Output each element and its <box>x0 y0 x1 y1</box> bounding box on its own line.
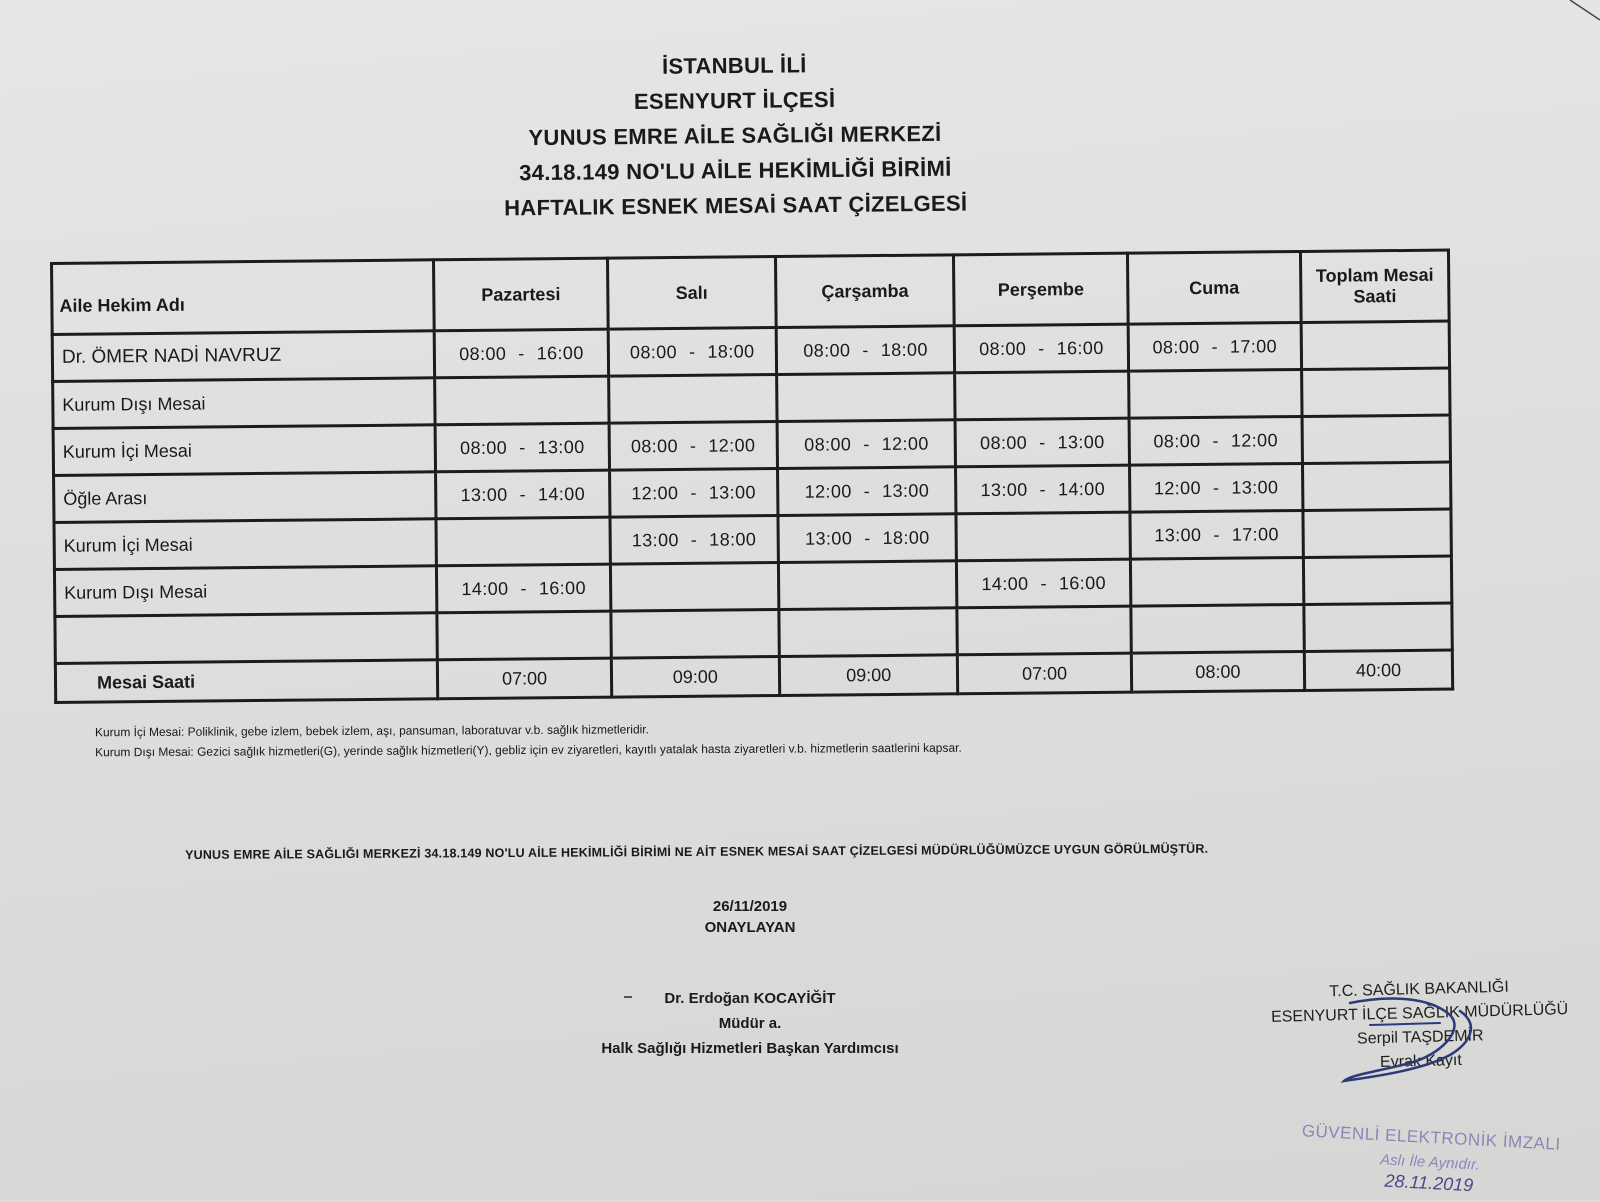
time-end: 12:00 <box>1230 429 1279 451</box>
time-start: 08:00 <box>803 339 851 361</box>
time-cell <box>776 326 955 375</box>
time-start: 13:00 <box>631 529 679 550</box>
time-range <box>805 527 930 549</box>
time-range <box>460 483 585 505</box>
time-end: 18:00 <box>707 340 755 362</box>
document-header <box>0 40 1471 230</box>
time-cell <box>957 606 1131 655</box>
row-label-cell: Kurum Dışı Mesai <box>54 566 437 617</box>
day-total-cell: 09:00 <box>779 655 958 696</box>
time-range <box>979 337 1104 359</box>
time-cell <box>1301 321 1449 369</box>
time-start: 08:00 <box>629 341 678 362</box>
approval-statement: YUNUS EMRE AİLE SAĞLIĞI MERKEZİ 34.18.149 NO'LU AİLE HEKİMLİĞİ BİRİMİ NE AİT ESNEK MESAİ SAAT ÇİZELGESİ MÜDÜRLÜĞÜMÜZCE UYGUN GÖRÜLMÜŞTÜR. <box>185 841 1209 862</box>
time-cell <box>1303 462 1451 510</box>
time-separator: - <box>1039 431 1046 453</box>
approver-label: ONAYLAYAN <box>704 919 796 936</box>
time-separator: - <box>519 436 526 458</box>
time-range <box>980 478 1105 500</box>
time-start: 12:00 <box>1153 477 1202 498</box>
time-cell <box>609 469 778 518</box>
time-range <box>1153 430 1278 452</box>
time-end: 18:00 <box>882 527 930 548</box>
time-cell <box>1129 416 1303 465</box>
header-province: İSTANBUL İLİ <box>661 52 807 79</box>
time-cell <box>610 563 779 612</box>
corner-edge-icon <box>1540 0 1600 60</box>
time-cell <box>611 610 780 659</box>
time-start: 08:00 <box>980 432 1028 453</box>
time-cell <box>1130 557 1304 606</box>
time-separator: - <box>1213 524 1220 545</box>
time-separator: - <box>1039 478 1047 500</box>
header-health-center: YUNUS EMRE AİLE SAĞLIĞI MERKEZİ <box>528 120 942 151</box>
time-end: 16:00 <box>536 342 584 363</box>
time-start: 14:00 <box>461 578 509 599</box>
doctor-name-cell: Dr. ÖMER NADİ NAVRUZ <box>52 331 435 382</box>
time-range <box>461 577 586 599</box>
time-cell <box>1130 510 1304 559</box>
time-end: 13:00 <box>708 481 756 503</box>
time-start: 13:00 <box>1154 524 1202 545</box>
time-cell <box>1302 368 1450 416</box>
time-cell <box>435 329 609 378</box>
time-end: 14:00 <box>537 483 586 504</box>
time-start: 12:00 <box>804 480 852 502</box>
header-schedule-title: HAFTALIK ESNEK MESAİ SAAT ÇİZELGESİ <box>504 190 968 221</box>
time-cell <box>437 564 611 613</box>
time-cell <box>957 559 1131 608</box>
row-label-cell: Kurum İçi Mesai <box>53 425 436 476</box>
time-end: 12:00 <box>708 434 756 456</box>
esign-certified-copy: Aslı İle Aynıdır. <box>1379 1151 1481 1174</box>
time-cell <box>955 324 1129 373</box>
row-label-cell <box>55 613 438 664</box>
time-start: 08:00 <box>1153 430 1201 451</box>
approval-block <box>600 896 900 938</box>
time-range <box>1152 336 1277 358</box>
time-range <box>1154 524 1279 546</box>
time-cell <box>955 418 1129 467</box>
signer-title: Müdür a. <box>718 1015 782 1032</box>
electronic-signature-stamp <box>1278 1120 1581 1202</box>
day-total-cell: 09:00 <box>611 657 780 698</box>
header-friday: Cuma <box>1127 251 1301 324</box>
time-separator: - <box>863 433 870 454</box>
time-cell <box>1304 603 1452 651</box>
signer-name: Dr. Erdoğan KOCAYİĞİT <box>664 990 836 1007</box>
time-end: 16:00 <box>538 577 587 598</box>
signer-position: Halk Sağlığı Hizmetleri Başkan Yardımcısı <box>601 1040 899 1057</box>
time-range <box>803 339 928 361</box>
approval-date: 26/11/2019 <box>712 898 788 915</box>
time-separator: - <box>1211 336 1219 357</box>
time-start: 13:00 <box>980 479 1028 500</box>
time-separator: - <box>690 529 698 550</box>
time-separator: - <box>862 339 869 360</box>
header-monday: Pazartesi <box>434 258 608 331</box>
time-range <box>631 482 756 504</box>
time-cell <box>1128 322 1302 371</box>
time-separator: - <box>689 435 697 456</box>
time-cell <box>436 517 610 566</box>
time-separator: - <box>864 527 871 548</box>
grand-total-cell: 40:00 <box>1304 650 1452 690</box>
time-end: 13:00 <box>882 480 930 501</box>
time-end: 13:00 <box>1231 476 1279 498</box>
time-separator: - <box>519 483 527 505</box>
time-cell <box>956 465 1130 514</box>
footnote-internal: Kurum İçi Mesai: Poliklinik, gebe izlem, bebek izlem, aşı, pansuman, laboratuvar v.b. sağlık hizmetleridir. <box>94 722 649 740</box>
time-cell <box>1302 415 1450 463</box>
time-separator: - <box>688 341 696 362</box>
time-cell <box>1303 509 1451 557</box>
time-start: 08:00 <box>460 437 508 458</box>
time-cell <box>778 561 957 610</box>
day-total-cell: 07:00 <box>438 658 612 699</box>
time-start: 14:00 <box>981 573 1029 594</box>
time-cell <box>435 423 609 472</box>
time-end: 16:00 <box>1058 572 1107 593</box>
signer-block <box>560 986 940 1061</box>
time-cell <box>1128 369 1302 418</box>
time-separator: - <box>520 577 527 598</box>
time-range <box>460 436 585 458</box>
time-cell <box>436 470 610 519</box>
time-range <box>631 435 756 457</box>
time-start: 12:00 <box>631 482 679 503</box>
stamp-registry: Evrak Kayıt <box>1379 1051 1463 1072</box>
handwritten-signature-icon <box>1330 985 1490 1105</box>
header-district: ESENYURT İLÇESİ <box>633 86 836 115</box>
time-range <box>459 342 584 364</box>
time-cell <box>1131 604 1305 653</box>
time-range <box>630 341 755 363</box>
time-range <box>632 529 757 551</box>
time-start: 08:00 <box>979 338 1027 359</box>
schedule-table <box>50 249 1454 704</box>
time-cell <box>608 375 777 424</box>
time-separator: - <box>1212 477 1220 498</box>
time-start: 08:00 <box>804 433 852 455</box>
row-label-cell: Öğle Arası <box>54 472 437 523</box>
time-cell <box>955 371 1129 420</box>
stamp-officer: Serpil TAŞDEMİR <box>1356 1027 1484 1048</box>
row-label-cell: Kurum Dışı Mesai <box>53 378 436 429</box>
time-separator: - <box>690 482 697 503</box>
time-cell <box>778 514 957 563</box>
time-cell <box>956 512 1130 561</box>
time-cell <box>435 376 609 425</box>
time-cell <box>777 420 956 469</box>
time-separator: - <box>518 342 525 364</box>
time-end: 17:00 <box>1231 523 1279 545</box>
time-cell <box>437 611 611 660</box>
time-cell <box>609 422 778 471</box>
time-separator: - <box>1040 572 1048 594</box>
day-total-cell: 08:00 <box>1131 651 1305 692</box>
totals-label: Mesai Saati <box>55 660 438 703</box>
time-separator: - <box>1212 430 1219 451</box>
time-cell <box>779 608 958 657</box>
time-end: 14:00 <box>1057 478 1106 499</box>
footnote-external: Kurum Dışı Mesai: Gezici sağlık hizmetleri(G), yerinde sağlık hizmetleri(Y), gebliz için ev ziyaretleri, kayıtlı yatalak hasta ziyaretleri v.b. hizmetlerin saatlerini kapsar. <box>95 740 962 760</box>
time-end: 16:00 <box>1056 337 1104 358</box>
time-end: 18:00 <box>709 528 757 550</box>
table-header-row <box>52 250 1450 334</box>
header-total-hours: Toplam Mesai Saati <box>1301 250 1450 322</box>
time-cell <box>1129 463 1303 512</box>
time-end: 17:00 <box>1229 335 1278 357</box>
time-start: 08:00 <box>1152 336 1200 357</box>
time-separator: - <box>863 480 871 501</box>
stamp-directorate: ESENYURT İLÇE SAĞLIK MÜDÜRLÜĞÜ <box>1270 1001 1569 1026</box>
time-start: 13:00 <box>460 484 508 505</box>
esign-date: 28.11.2019 <box>1383 1170 1474 1196</box>
header-wednesday: Çarşamba <box>775 255 954 328</box>
time-cell <box>1303 556 1451 604</box>
header-unit: 34.18.149 NO'LU AİLE HEKİMLİĞİ BİRİMİ <box>519 155 952 186</box>
header-thursday: Perşembe <box>954 253 1128 326</box>
time-separator: - <box>1038 337 1045 359</box>
time-range <box>805 480 930 502</box>
time-cell <box>777 467 956 516</box>
time-end: 13:00 <box>537 436 585 457</box>
row-label-cell: Kurum İçi Mesai <box>54 519 437 570</box>
time-start: 08:00 <box>459 343 507 364</box>
time-range <box>981 572 1106 594</box>
header-doctor-name: Aile Hekim Adı <box>52 260 435 335</box>
time-start: 13:00 <box>805 527 853 549</box>
time-cell <box>608 328 777 377</box>
footnotes <box>95 718 962 763</box>
time-range <box>804 433 929 455</box>
schedule-body <box>52 321 1452 702</box>
time-end: 12:00 <box>881 433 929 454</box>
time-range <box>980 431 1105 453</box>
time-range <box>1154 477 1279 499</box>
time-end: 13:00 <box>1057 431 1105 452</box>
schedule-table-wrapper <box>50 249 1454 704</box>
time-end: 18:00 <box>880 339 928 360</box>
time-cell <box>777 373 956 422</box>
day-total-cell: 07:00 <box>958 653 1132 694</box>
esign-secure: GÜVENLİ ELEKTRONİK İMZALI <box>1301 1121 1562 1154</box>
stamp-ministry: T.C. SAĞLIK BAKANLIĞI <box>1329 978 1510 1001</box>
header-tuesday: Salı <box>607 257 776 330</box>
time-cell <box>610 516 779 565</box>
time-start: 08:00 <box>630 435 679 456</box>
